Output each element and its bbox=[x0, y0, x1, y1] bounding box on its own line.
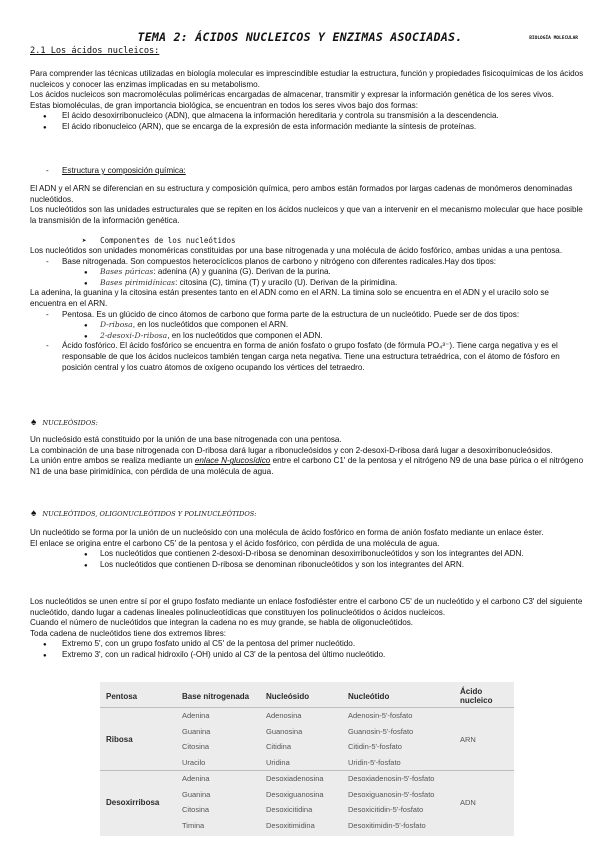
term: 2-desoxi-D-ribosa bbox=[100, 330, 168, 340]
term: Bases pirimidínicas bbox=[100, 277, 176, 287]
column-header: Nucleósido bbox=[266, 691, 310, 701]
table-cell: Adenina bbox=[176, 771, 260, 787]
table-header-row bbox=[100, 682, 514, 708]
intro-paragraph: Estas biomoléculas, de gran importancia biológica, se encuentran en todos los seres vivos bajo dos formas: bbox=[30, 100, 418, 110]
nucleotidos-block bbox=[30, 528, 586, 570]
paragraph: Un nucleósido está constituido por la unión de una base nitrogenada con una pentosa. bbox=[30, 435, 342, 444]
list-item: ● Los nucleótidos que contienen 2-desoxi-D-ribosa se denominan desoxirribonucleótidos y son los integrantes del ADN. bbox=[30, 549, 586, 560]
table-cell: Citosina bbox=[182, 805, 210, 815]
list-item: ● Extremo 3', con un radical hidroxilo (-OH) unido al C3' de la pentosa del último nucleótido. bbox=[30, 650, 586, 661]
table-cell: Guanosin-5'-fosfato bbox=[348, 726, 414, 736]
table-cell: Uridin-5'-fosfato bbox=[348, 757, 401, 767]
paragraph: El enlace se origina entre el carbono C5' de la pentosa y el ácido fosfórico, con pérdida de una molécula de agua. bbox=[30, 538, 440, 548]
enlace-term: enlace N-glucosídico bbox=[194, 456, 271, 466]
paragraph: El ADN y el ARN se diferencian en su estructura y composición química, pero ambos están formados por largas cadenas de monómeros denominadas nucleótidos. bbox=[30, 184, 573, 204]
list-item bbox=[30, 267, 586, 278]
page-title: TEMA 2: ÁCIDOS NUCLEICOS Y ENZIMAS ASOCIADAS. bbox=[137, 30, 463, 44]
paragraph: Un nucleótido se forma por la unión de un nucleósido con una molécula de ácido fosfórico en forma de anión fosfato mediante un enlace éster. bbox=[30, 528, 544, 537]
list-item: - Pentosa. Es un glúcido de cinco átomos de carbono que forma parte de la estructura de un nucleótido. Puede ser de dos tipos: bbox=[30, 310, 586, 321]
nucleosidos-heading-text: NUCLEÓSIDOS: bbox=[42, 419, 98, 427]
table-row bbox=[100, 708, 514, 724]
term: Bases púricas bbox=[100, 267, 154, 277]
nucleosidos-heading bbox=[31, 417, 98, 428]
term-desc: : citosina (C), timina (T) y uracilo (U). Derivan de la pirimidina. bbox=[175, 277, 398, 287]
list-item: ● Extremo 5', con un grupo fosfato unido al C5' de la pentosa del primer nucleótido. bbox=[30, 639, 586, 650]
spade-icon: ♠ bbox=[31, 508, 37, 519]
acido-cell: ADN bbox=[454, 771, 514, 834]
section-heading: 2.1 Los ácidos nucleicos: bbox=[30, 46, 160, 56]
table-cell: Citosina bbox=[182, 742, 210, 752]
table-cell: Citidina bbox=[266, 742, 292, 752]
list-item: ● El ácido ribonucleico (ARN), que se encarga de la expresión de esta información mediante la síntesis de proteínas. bbox=[30, 122, 586, 133]
column-header: Ácido nucleico bbox=[460, 687, 493, 705]
arrow-icon: ➤ bbox=[82, 236, 87, 245]
table-cell: Desoxitimidina bbox=[266, 820, 315, 830]
table-cell: Guanina bbox=[182, 726, 211, 736]
intro-paragraph: Para comprender las técnicas utilizadas en biología molecular es imprescindible estudiar la estructura, función y propiedades fisicoquímicas de los ácidos nucleicos y conocer las enzimas implicadas en su metabolismo. bbox=[30, 69, 584, 89]
paragraph: Los nucleótidos se unen entre sí por el grupo fosfato mediante un enlace fosfodiéster entre el carbono C5' de un nucleótido y el carbono C3' del siguiente nucleótido, dando lugar a cadenas lineales polinucleotídicas que constituyen los polinucleótidos o ácidos nucleicos. bbox=[30, 597, 583, 617]
term: D-ribosa bbox=[100, 320, 133, 330]
list-item: ● El ácido desoxirribonucleico (ADN), que almacena la información hereditaria y controla su transmisión a la descendencia. bbox=[30, 111, 586, 122]
table-cell: Citidin-5'-fosfato bbox=[348, 742, 402, 752]
components-heading bbox=[82, 236, 236, 245]
table-row bbox=[100, 771, 514, 787]
structure-heading-row bbox=[30, 166, 586, 177]
nucleosidos-block bbox=[30, 435, 586, 477]
column-header: Pentosa bbox=[106, 691, 138, 701]
table-cell: Desoxiguanosina bbox=[266, 789, 324, 799]
table-cell: Desoxiadenosin-5'-fosfato bbox=[342, 771, 454, 787]
components-heading-text: Componentes de los nucleótidos bbox=[100, 236, 236, 245]
nucleotide-table-photo bbox=[100, 682, 514, 836]
paragraph: La adenina, la guanina y la citosina están presentes tanto en el ADN como en el ARN. La timina solo se encuentra en el ADN y el uracilo solo se encuentra en el ARN. bbox=[30, 288, 549, 308]
table-cell: Adenosin-5'-fosfato bbox=[342, 708, 454, 724]
table-cell: Guanosina bbox=[266, 726, 303, 736]
paragraph: Los nucleótidos son las unidades estructurales que se repiten en los ácidos nucleicos y que van a intervenir en el mecanismo molecular que hace posible la transmisión de la información genética. bbox=[30, 205, 583, 225]
nucleotide-table bbox=[100, 682, 514, 833]
paragraph: La combinación de una base nitrogenada con D-ribosa dará lugar a ribonucleósidos y con 2-desoxi-D-ribosa dará lugar a desoxirribonucleósidos. bbox=[30, 445, 553, 455]
list-item bbox=[30, 331, 586, 342]
list-item bbox=[30, 320, 586, 331]
list-item bbox=[30, 278, 586, 289]
column-header: Base nitrogenada bbox=[182, 691, 250, 701]
structure-heading: Estructura y composición química: bbox=[62, 166, 186, 175]
table-cell: Uracilo bbox=[182, 757, 206, 767]
table-cell: Uridina bbox=[266, 757, 290, 767]
paragraph: Toda cadena de nucleótidos tiene dos extremos libres: bbox=[30, 628, 227, 638]
paragraph: Cuando el número de nucleótidos que integran la cadena no es muy grande, se habla de oligonucleótidos. bbox=[30, 618, 414, 628]
column-header: Nucleótido bbox=[348, 691, 390, 701]
text-run: La unión entre ambos se realiza mediante un bbox=[30, 456, 195, 466]
structure-block bbox=[30, 184, 586, 226]
term-desc: , en los nucleótidos que componen el ARN. bbox=[132, 320, 289, 330]
intro-paragraph: Los ácidos nucleicos son macromoléculas poliméricas encargadas de almacenar, transmitir y expresar la información genética de los seres vivos. bbox=[30, 90, 554, 100]
table-cell: Desoxiguanosin-5'-fosfato bbox=[348, 789, 435, 799]
table-cell: Guanina bbox=[182, 789, 211, 799]
term-desc: , en los nucleótidos que componen el ADN. bbox=[167, 330, 323, 340]
table-cell: Desoxitimidin-5'-fosfato bbox=[348, 820, 426, 830]
list-item: - Ácido fosfórico. El ácido fosfórico se encuentra en forma de anión fosfato o grupo fosfato (de fórmula PO₄³⁻). Tiene carga negativa y es el responsable de que los ácidos nucleicos también tengan carga neta negativa. Tiene una estructura tetraédrica, con el átomo de fósforo en posición central y los cuatro átomos de oxígeno ocupando los vértices del tetraedro. bbox=[30, 341, 586, 373]
list-item: ● Los nucleótidos que contienen D-ribosa se denominan ribonucleótidos y son los integrantes del ARN. bbox=[30, 560, 586, 571]
nucleotidos-block-2 bbox=[30, 597, 586, 661]
table-cell: Adenosina bbox=[260, 708, 342, 724]
table-cell: Adenina bbox=[176, 708, 260, 724]
table-cell: Desoxiadenosina bbox=[260, 771, 342, 787]
subject-label: BIOLOGÍA MOLECULAR bbox=[529, 36, 578, 41]
table-cell: Desoxicitidin-5'-fosfato bbox=[348, 805, 424, 815]
paragraph: Los nucleótidos son unidades monoméricas constituidas por una base nitrogenada y una molécula de ácido fosfórico, ambas unidas a una pentosa. bbox=[30, 246, 563, 255]
intro-block bbox=[30, 69, 586, 133]
list-item: - Base nitrogenada. Son compuestos heterocíclicos planos de carbono y nitrógeno con diferentes radicales.Hay dos tipos: bbox=[30, 257, 586, 268]
components-block bbox=[30, 246, 586, 373]
pentosa-cell: Desoxirribosa bbox=[100, 771, 176, 834]
acido-cell: ARN bbox=[454, 708, 514, 771]
table-cell: Desoxicitidina bbox=[266, 805, 313, 815]
term-desc: : adenina (A) y guanina (G). Derivan de la purina. bbox=[153, 267, 331, 277]
paragraph bbox=[30, 456, 586, 477]
pentosa-cell: Ribosa bbox=[100, 708, 176, 771]
table-cell: Timina bbox=[182, 820, 205, 830]
text-run: entre el carbono C1' de la pentosa y el nitrógeno N9 de una base púrica o el nitrógeno N1 de una base pirimidínica, con pérdida de una molécula de agua. bbox=[30, 456, 584, 476]
nucleotidos-heading bbox=[31, 508, 256, 519]
spade-icon: ♠ bbox=[31, 417, 37, 428]
nucleotidos-heading-text: NUCLEÓTIDOS, OLIGONUCLEÓTIDOS Y POLINUCLEÓTIDOS: bbox=[42, 510, 257, 518]
